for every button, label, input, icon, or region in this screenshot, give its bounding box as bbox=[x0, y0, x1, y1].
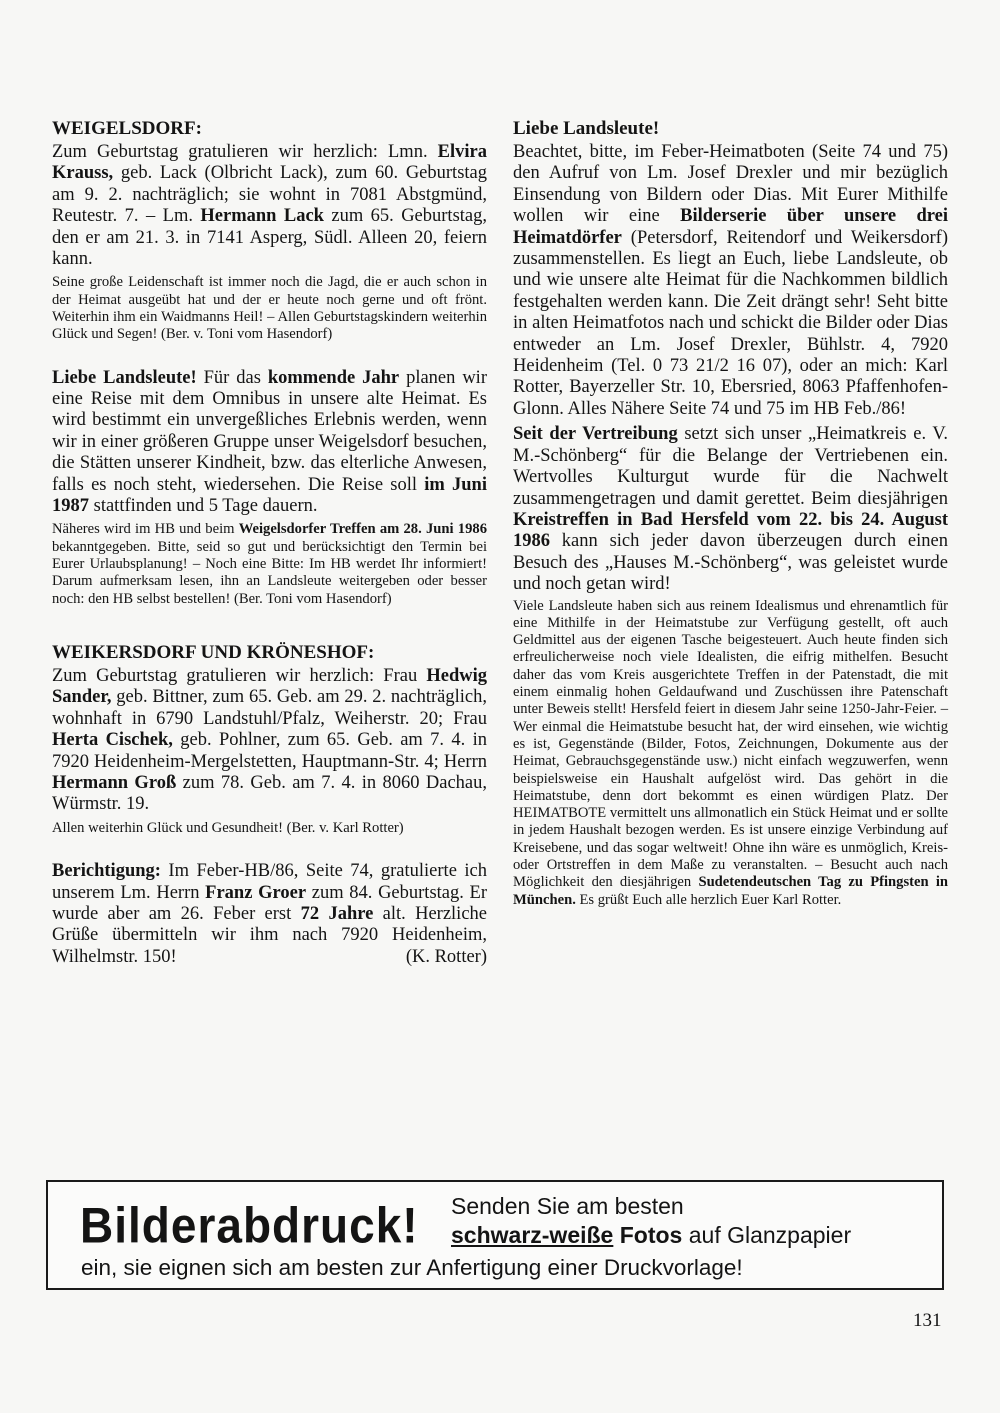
signature: (K. Rotter) bbox=[405, 946, 487, 967]
banner-headline: Bilderabdruck! bbox=[80, 1196, 419, 1254]
weikersdorf-note: Allen weiterhin Glück und Gesundheit! (Ber. v. Karl Rotter) bbox=[52, 819, 404, 836]
heading-weigelsdorf: WEIGELSDORF: bbox=[52, 118, 202, 139]
banner-line-3: ein, sie eignen sich am besten zur Anfertigung einer Druckvorlage! bbox=[81, 1255, 743, 1280]
heading-weikersdorf: WEIKERSDORF UND KRÖNESHOF: bbox=[52, 641, 375, 663]
weigelsdorf-note: Seine große Leidenschaft ist immer noch die Jagd, die er auch schon in der Heimat ausgeübt hat und der er heute noch gerne und oft frönt. Weiterhin ihm ein Waidmanns Heil! – Allen Geburtstagskindern weiterhin Glück und Segen! (Ber. v. Toni vom Hasendorf) bbox=[52, 274, 487, 343]
reise-details: Näheres wird im HB und beim Weigelsdorfer Treffen am 28. Juni 1986 bekanntgegeben. Bitte, seid so gut und berücksichtigt den Termin bei Eurer Urlaubsplanung! – Noch eine Bitte: Im HB werdet Ihr informiert! Darum aufmerksam lesen, ihn an Landsleute weitergeben oder besser noch: den HB selbst bestellen! (Ber. Toni vom Hasendorf) bbox=[52, 521, 487, 607]
bilderabdruck-banner bbox=[46, 1180, 944, 1290]
reise-announcement: Liebe Landsleute! Für das kommende Jahr planen wir eine Reise mit dem Omnibus in unsere alte Heimat. Es wird bestimmt ein unvergeßliches Erlebnis werden, wenn wir in einer größeren Gruppe unser Weigelsdorf besuchen, die Stätten unserer Kindheit, bzw. das elterliche Anwesen, falls es noch steht, wiedersehen. Die Reise soll im Juni 1987 stattfinden und 5 Tage dauern. bbox=[52, 367, 487, 517]
heading-liebe-landsleute: Liebe Landsleute! bbox=[513, 118, 660, 139]
banner-line-1: Senden Sie am besten bbox=[451, 1193, 684, 1219]
bilderserie-paragraph: Beachtet, bitte, im Feber-Heimatboten (Seite 74 und 75) den Aufruf von Lm. Josef Drexler und mir bezüglich Einsendung von Bildern oder Dias. Mit Eurer Mithilfe wollen wir eine Bilderserie über unsere drei Heimatdörfer (Petersdorf, Reitendorf und Weikersdorf) zusammenstellen. Es liegt an Euch, liebe Landsleute, ob und wie unsere alte Heimat für die Nachkommen bildlich festgehalten werden kann. Die Zeit drängt sehr! Seht bitte in alten Heimatfotos nach und schickt die Bilder oder Dias entweder an Lm. Josef Drexler, Bühlstr. 4, 7920 Heidenheim (Tel. 0 73 21/2 16 07), oder an mich: Karl Rotter, Bayerzeller Str. 10, Ebersried, 8063 Pfaffenhofen-Glonn. Alles Nähere Seite 74 und 75 im HB Feb./86! bbox=[513, 142, 949, 419]
berichtigung-paragraph: Berichtigung: Im Feber-HB/86, Seite 74, gratulierte ich unserem Lm. Herrn Franz Groer zum 84. Geburtstag. Er wurde aber am 26. Feber erst 72 Jahre alt. Herzliche Grüße übermitteln wir ihm nach 7920 Heidenheim, Wilhelmstr. 150! (K. Rotter) bbox=[52, 861, 488, 967]
vertreibung-paragraph: Seit der Vertreibung setzt sich unser „Heimatkreis e. V. M.-Schönberg“ für die Belange der Vertriebenen ein. Wertvolles Kulturgut wurde für die Nachwelt zusammengetragen und damit gerettet. Beim diesjährigen Kreistreffen in Bad Hersfeld vom 22. bis 24. August 1986 kann sich jeder davon überzeugen durch einen Besuch des „Hauses M.-Schönberg“, was geleistet wurde und noch getan wird! bbox=[513, 424, 948, 595]
page-number: 131 bbox=[913, 1310, 942, 1331]
weikersdorf-birthdays: Zum Geburtstag gratulieren wir herzlich: Frau Hedwig Sander, geb. Bittner, zum 65. Geb. am 29. 2. nachträglich, wohnhaft in 6790 Landstuhl/Pfalz, Weiherstr. 20; Frau Herta Cischek, geb. Pohlner, zum 65. Geb. am 7. 4. in 7920 Heidenheim-Mergelstetten, Hauptmann-Str. 4; Herrn Hermann Groß zum 78. Geb. am 7. 4. in 8060 Dachau, Würmstr. 19. bbox=[52, 665, 487, 815]
left-column bbox=[52, 118, 487, 968]
banner-line-2: schwarz-weiße Fotos auf Glanzpapier bbox=[451, 1222, 852, 1248]
right-column bbox=[513, 118, 948, 909]
weigelsdorf-birthdays: Zum Geburtstag gratulieren wir herzlich: Lmn. Elvira Krauss, geb. Lack (Olbricht Lack), zum 60. Geburtstag am 9. 2. nachträglich; sie wohnt in 7081 Abstgmünd, Reutestr. 7. – Lm. Hermann Lack zum 65. Geburtstag, den er am 21. 3. in 7141 Asperg, Südl. Alleen 20, feiern kann. bbox=[52, 142, 487, 270]
heimatstube-paragraph: Viele Landsleute haben sich aus reinem Idealismus und ehrenamtlich für eine Mithilfe in der Heimatstube zur Verfügung gestellt, oft auch Geldmittel aus der eigenen Tasche beigesteuert. Auch heute finden sich erfreulicherweise noch viele Idealisten, die eifrig mithelfen. Besucht daher das vom Kreis ausgerichtete Treffen in der Patenstadt, die mit einem einmalig hohen Geldaufwand und Zuschüssen ihre Patenschaft unter Beweis stellt! Hersfeld feiert in diesem Jahr seine 1250-Jahr-Feier. – Wer einmal die Heimatstube besucht hat, der wird einsehen, wie wichtig es ist, Gegenstände (Bilder, Fotos, Zeichnungen, Dokumente aus der Heimat, Gebrauchsgegenstände usw.) nicht einfach wegzuwerfen, wenn beispielsweise ein Haushalt aufgelöst wird. Das gehört in die Heimatstube, denn dort bekommt es einen würdigen Platz. Der HEIMATBOTE vermittelt uns allmonatlich ein Stück Heimat und er sollte in jedem Haushalt bezogen werden. Es ist unsere einzige Verbindung auf Kreisebene, und das sogar weltweit! Ohne ihn wäre es unmöglich, Kreis- oder Ortstreffen in dem Maße zu veranstalten. – Besucht auch nach Möglichkeit den diesjährigen Sudetendeutschen Tag zu Pfingsten in München. Es grüßt Euch alle herzlich Euer Karl Rotter. bbox=[513, 597, 948, 908]
